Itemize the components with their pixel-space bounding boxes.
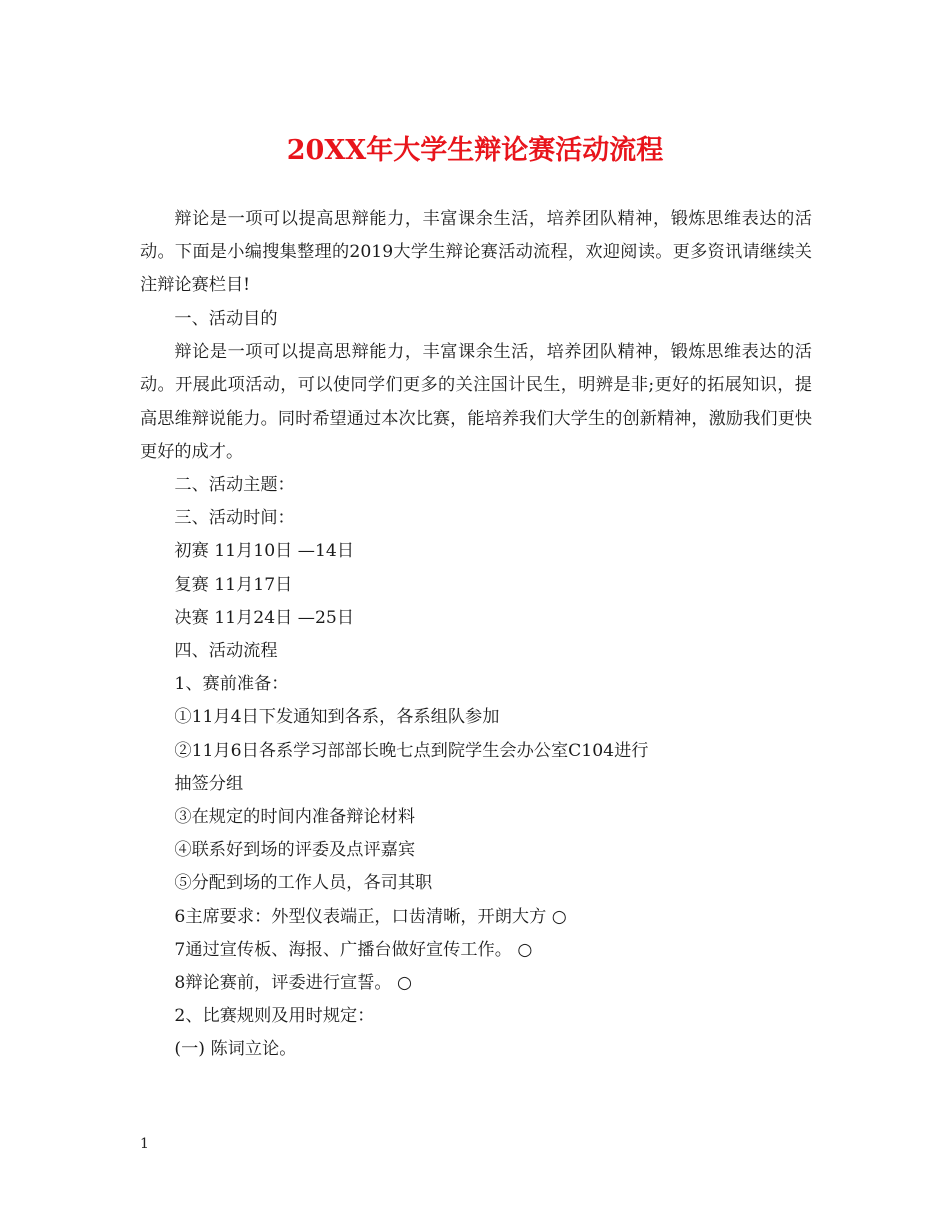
schedule-item: 决赛 11月24日 —25日 [174,607,355,628]
prep-item: 抽签分组 [174,773,244,794]
content-block [140,303,812,1067]
prep-item: ②11月6日各系学习部部长晚七点到院学生会办公室C104进行 [174,740,649,761]
intro-block [140,203,812,303]
schedule-item: 初赛 11月10日 —14日 [174,541,355,562]
section-heading-theme: 二、活动主题： [174,475,295,496]
section-heading-process: 四、活动流程 [174,641,278,662]
prep-item: ③在规定的时间内准备辩论材料 [174,807,416,828]
prep-item: ⑤分配到场的工作人员，各司其职 [174,873,433,894]
prep-item: 7通过宣传板、海报、广播台做好宣传工作。 ○ [174,939,533,960]
section-heading-time: 三、活动时间： [174,508,295,529]
prep-item: ④联系好到场的评委及点评嘉宾 [174,840,416,861]
section-heading-purpose: 一、活动目的 [174,309,278,329]
rule-item: (一) 陈词立论。 [174,1039,297,1060]
purpose-paragraph: 辩论是一项可以提高思辩能力，丰富课余生活，培养团队精神，锻炼思维表达的活动。开展此项活动，可以使同学们更多的关注国计民生，明辨是非;更好的拓展知识，提高思维辩说能力。同时希望通过本次比赛，能培养我们大学生的创新精神，激励我们更快更好的成才。 [140,342,812,462]
subsection-heading-prep: 1、赛前准备： [174,674,289,695]
document-title: 20XX年大学生辩论赛活动流程 [286,135,664,166]
intro-paragraph: 辩论是一项可以提高思辩能力，丰富课余生活，培养团队精神，锻炼思维表达的活动。下面是小编搜集整理的2019大学生辩论赛活动流程，欢迎阅读。更多资讯请继续关注辩论赛栏目! [140,209,812,296]
prep-item: 6主席要求：外型仪表端正，口齿清晰，开朗大方 ○ [174,906,567,927]
subsection-heading-rules: 2、比赛规则及用时规定： [174,1006,375,1027]
page-number: 1 [140,1136,149,1152]
prep-item: ①11月4日下发通知到各系，各系组队参加 [174,707,500,728]
prep-item: 8辩论赛前，评委进行宣誓。 ○ [174,973,413,994]
schedule-item: 复赛 11月17日 [174,574,293,595]
